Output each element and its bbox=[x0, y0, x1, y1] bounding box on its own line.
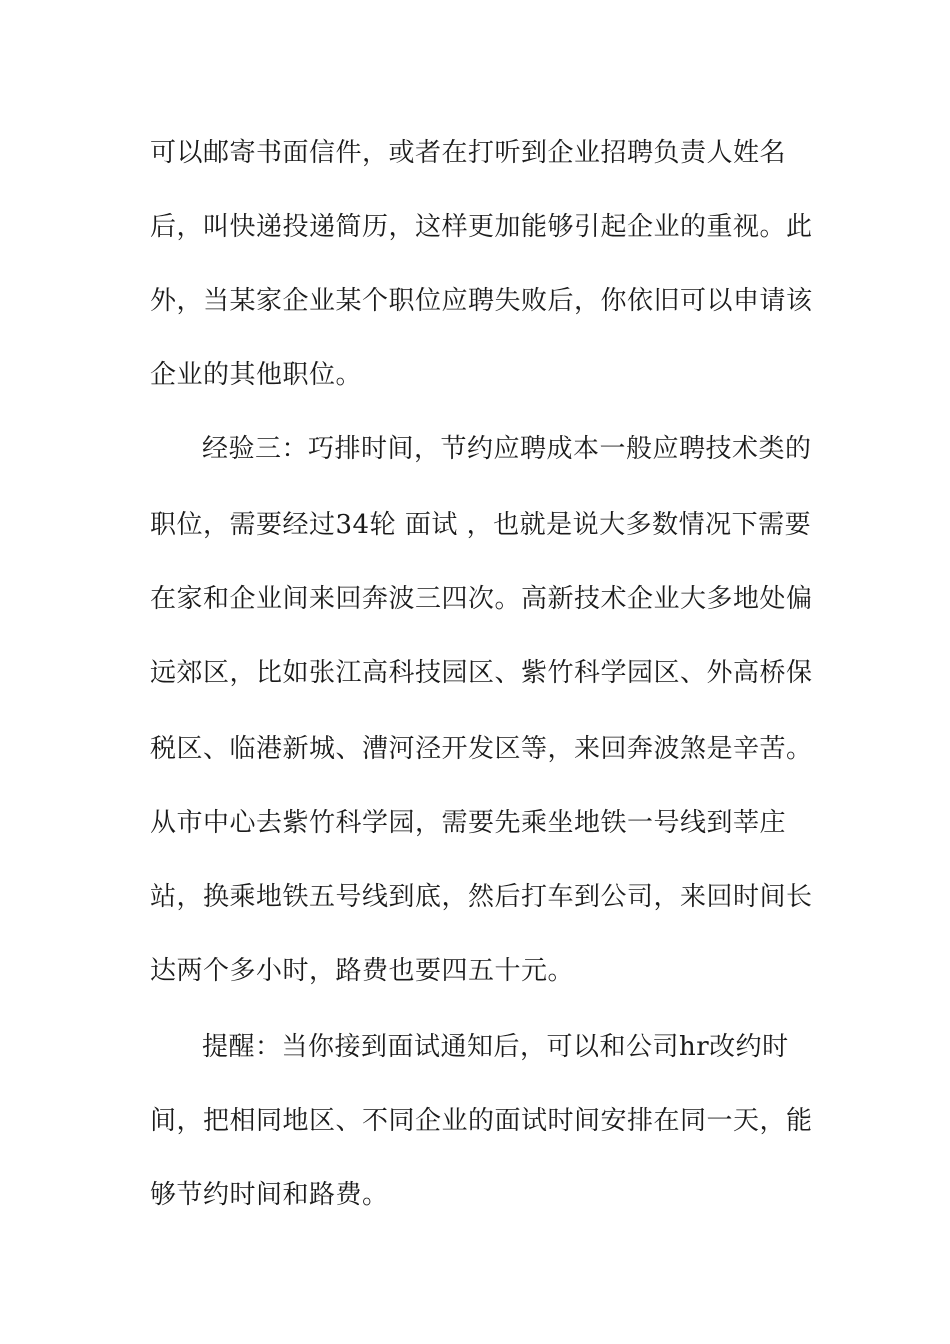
paragraph-start-line: 提醒：当你接到面试通知后，可以和公司hr改约时 bbox=[202, 1032, 789, 1062]
text-line: 从市中心去紫竹科学园，需要先乘坐地铁一号线到莘庄 bbox=[150, 808, 787, 838]
text-line: 外，当某家企业某个职位应聘失败后，你依旧可以申请该 bbox=[150, 286, 813, 316]
text-line: 间，把相同地区、不同企业的面试时间安排在同一天，能 bbox=[150, 1106, 813, 1136]
text-line: 远郊区，比如张江高科技园区、紫竹科学园区、外高桥保 bbox=[150, 658, 813, 688]
text-line: 企业的其他职位。 bbox=[150, 360, 363, 390]
text-line: 站，换乘地铁五号线到底，然后打车到公司，来回时间长 bbox=[150, 882, 813, 912]
text-line: 够节约时间和路费。 bbox=[150, 1180, 389, 1210]
text-line: 达两个多小时，路费也要四五十元。 bbox=[150, 956, 575, 986]
paragraph-start-line: 经验三：巧排时间，节约应聘成本一般应聘技术类的 bbox=[202, 434, 812, 464]
text-line: 在家和企业间来回奔波三四次。高新技术企业大多地处偏 bbox=[150, 584, 813, 614]
text-line: 税区、临港新城、漕河泾开发区等，来回奔波煞是辛苦。 bbox=[150, 734, 813, 764]
text-line: 可以邮寄书面信件，或者在打听到企业招聘负责人姓名 bbox=[150, 138, 787, 168]
text-line: 职位，需要经过34轮 面试 ，也就是说大多数情况下需要 bbox=[150, 510, 812, 540]
text-line: 后，叫快递投递简历，这样更加能够引起企业的重视。此 bbox=[150, 212, 813, 242]
